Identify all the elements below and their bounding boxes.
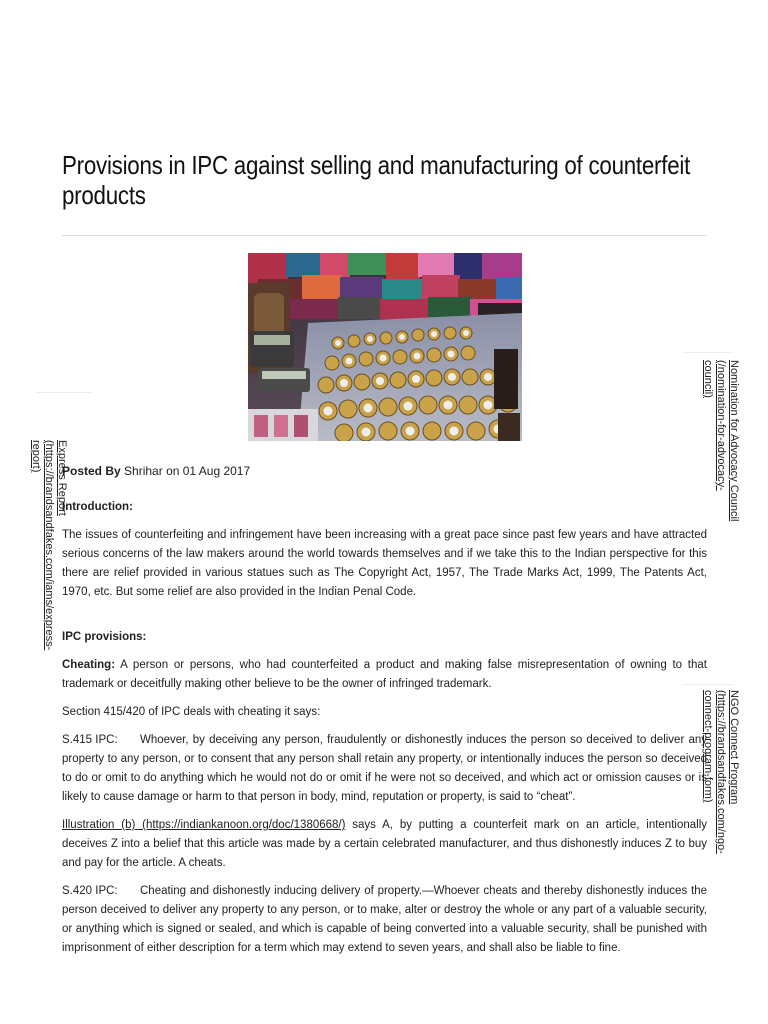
article-body (62, 498, 707, 967)
side-link-advocacy-url-end: council) (702, 360, 714, 398)
s420-paragraph (62, 882, 707, 958)
posted-by-label: Posted By (62, 464, 121, 478)
cheating-label: Cheating: (62, 659, 116, 671)
side-link-ngo-url: (https://brandsandfakes.com/ngo- (715, 690, 727, 854)
side-link-ngo-title: NGO Connect Program (728, 690, 740, 805)
s420-label: S.420 IPC: (62, 885, 118, 897)
s420-text: Cheating and dishonestly inducing delivery of property.—Whoever cheats and thereby dishonestly induces the person deceived to deliver any property to any person, or to make, alter or destroy the whole or any part of a valuable security, or anything which is signed or sealed, and which is capable of being converted into a valuable security, shall be punished with imprisonment of either description for a term which may extend to seven years, and shall also be liable to fine. (62, 885, 707, 954)
side-link-express-report[interactable] (29, 440, 68, 650)
s415-paragraph (62, 731, 707, 807)
side-divider-right-2 (682, 684, 734, 685)
hero-image (248, 253, 522, 441)
side-link-ngo-connect[interactable] (701, 690, 740, 854)
post-date: on 01 Aug 2017 (166, 464, 251, 478)
hero-image-illustration (248, 253, 522, 441)
intro-heading: Introduction: (62, 501, 133, 513)
side-link-express-report-title: Express Report (56, 440, 68, 516)
side-link-ngo-url-end: connect-program-form) (702, 690, 714, 803)
cheating-text: A person or persons, who had counterfeited a product and making false misrepresentation of owning to that trademark or deceitfully making other believe to be the owner of infringed trademark. (62, 659, 707, 690)
ipc-heading: IPC provisions: (62, 631, 147, 643)
side-link-advocacy-url: (/nomination-for-advocacy- (715, 360, 727, 491)
side-link-advocacy-council[interactable] (701, 360, 740, 521)
article-title: Provisions in IPC against selling and manufacturing of counterfeit products (62, 150, 691, 210)
side-divider-right-1 (682, 352, 734, 353)
s415-label: S.415 IPC: (62, 734, 118, 746)
illustration-text: says A, by putting a counterfeit mark on an article, intentionally deceives Z into a belief that this article was made by a certain celebrated manufacturer, and thus dishonestly induces Z to buy and pay for the article. A cheats. (62, 819, 707, 869)
post-meta (62, 464, 250, 478)
cheating-paragraph (62, 656, 707, 694)
illustration-link[interactable]: Illustration (b) (https://indiankanoon.org/doc/1380668/) (62, 819, 346, 831)
illustration-paragraph (62, 816, 707, 873)
side-link-advocacy-title: Nomination for Advocacy Council (728, 360, 740, 522)
s415-text: Whoever, by deceiving any person, fraudulently or dishonestly induces the person so deceived to deliver any property to any person, or to consent that any person shall retain any property, or intentionally induces the person so deceived to do or omit to do anything which he would not do or omit if he were not so deceived, and which act or omission causes or is likely to cause damage or harm to that person in body, mind, reputation or property, is said to “cheat”. (62, 734, 707, 803)
author-name: Shrihar (124, 464, 163, 478)
title-divider (62, 235, 707, 236)
section-spacer (62, 611, 707, 628)
intro-paragraph: The issues of counterfeiting and infringement have been increasing with a great pace since past few years and have attracted serious concerns of the law makers around the world towards themselves and if we take this to the Indian perspective for this there are relief provided in various statues such as The Copyright Act, 1957, The Trade Marks Act, 1999, The Patents Act, 1970, etc. But some relief are also provided in the Indian Penal Code. (62, 529, 707, 598)
side-link-express-report-url-end: report) (30, 440, 42, 473)
side-link-express-report-url: (https://brandsandfakes.com/iams/express- (43, 440, 55, 651)
section-intro: Section 415/420 of IPC deals with cheating it says: (62, 706, 321, 718)
side-divider-left (36, 392, 92, 393)
